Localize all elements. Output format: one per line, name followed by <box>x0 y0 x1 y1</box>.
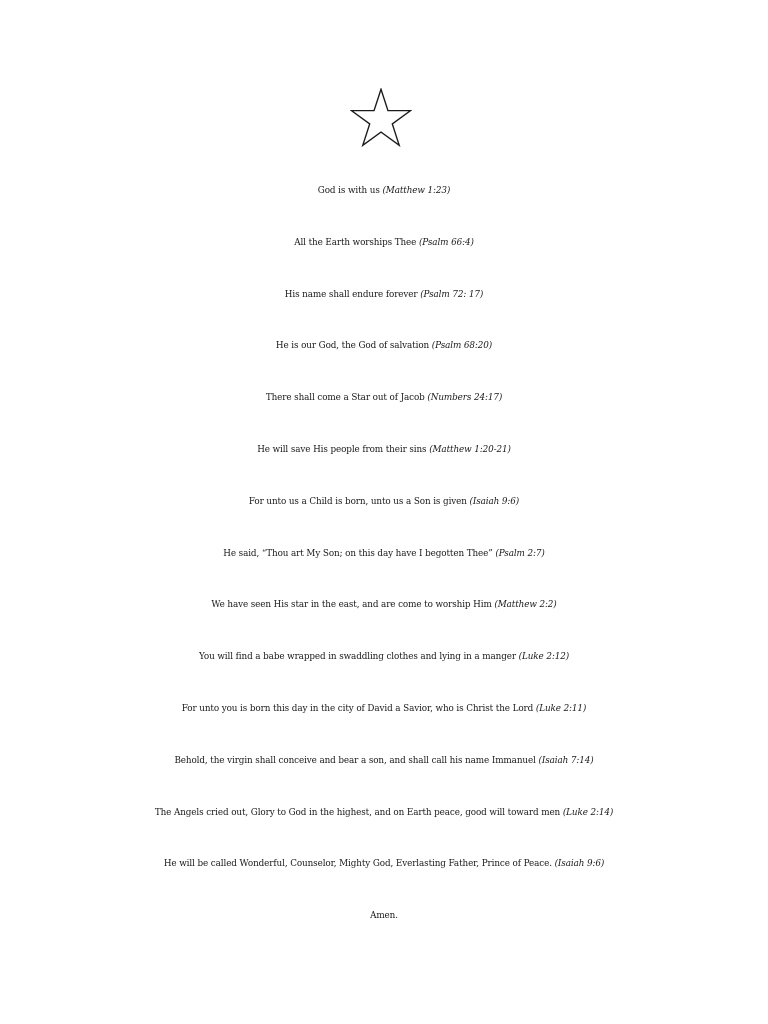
closing-line <box>0 904 768 956</box>
verse-text: For unto us a Child is born, unto us a Son is given <box>248 496 467 507</box>
verse-reference: (Isaiah 9:6) <box>554 859 605 870</box>
verse-line <box>0 852 768 904</box>
verse-reference: (Matthew 2:2) <box>494 600 557 611</box>
verse-reference: (Matthew 1:23) <box>382 186 451 196</box>
verse-line <box>0 231 768 283</box>
star-outline-icon <box>350 88 412 150</box>
verse-reference: (Luke 2:12) <box>518 652 570 663</box>
verse-reference: (Psalm 66:4) <box>418 237 474 248</box>
verse-text: For unto you is born this day in the city of David a Savior, who is Christ the Lord <box>181 703 534 714</box>
verse-line <box>0 386 768 438</box>
verse-reference: (Luke 2:11) <box>535 703 587 714</box>
verse-line <box>0 179 768 231</box>
verse-reference: (Isaiah 9:6) <box>469 496 520 507</box>
verse-text: The Angels cried out, Glory to God in the highest, and on Earth peace, good will toward men <box>154 807 561 818</box>
verse-reference: (Isaiah 7:14) <box>538 755 594 766</box>
verse-text: He will be called Wonderful, Counselor, Mighty God, Everlasting Father, Prince of Peace. <box>163 859 552 870</box>
closing-text: Amen. <box>370 911 398 922</box>
verse-reference: (Psalm 2:7) <box>495 548 545 559</box>
verse-text: There shall come a Star out of Jacob <box>265 393 425 404</box>
verse-text: Behold, the virgin shall conceive and bear a son, and shall call his name Immanuel <box>174 755 536 766</box>
verse-text: He is our God, the God of salvation <box>275 341 430 352</box>
verse-text: God is with us <box>317 186 380 196</box>
verse-text: You will find a babe wrapped in swaddling clothes and lying in a manger <box>198 652 516 663</box>
verse-list <box>0 179 768 956</box>
verse-line <box>0 283 768 335</box>
verse-reference: (Luke 2:14) <box>562 807 614 818</box>
verse-line <box>0 801 768 853</box>
verse-line <box>0 593 768 645</box>
verse-text: All the Earth worships Thee <box>294 237 417 248</box>
verse-reference: (Psalm 68:20) <box>431 341 493 352</box>
verse-reference: (Matthew 1:20-21) <box>429 444 511 455</box>
verse-line <box>0 542 768 594</box>
verse-reference: (Numbers 24:17) <box>427 393 503 404</box>
verse-line <box>0 645 768 697</box>
verse-reference: (Psalm 72: 17) <box>420 289 484 300</box>
verse-text: His name shall endure forever <box>284 289 418 300</box>
verse-line <box>0 749 768 801</box>
verse-text: He said, “Thou art My Son; on this day have I begotten Thee” <box>223 548 493 559</box>
verse-line <box>0 438 768 490</box>
verse-text: We have seen His star in the east, and are come to worship Him <box>211 600 492 611</box>
verse-text: He will save His people from their sins <box>257 444 427 455</box>
verse-line <box>0 334 768 386</box>
verse-line <box>0 490 768 542</box>
verse-line <box>0 697 768 749</box>
